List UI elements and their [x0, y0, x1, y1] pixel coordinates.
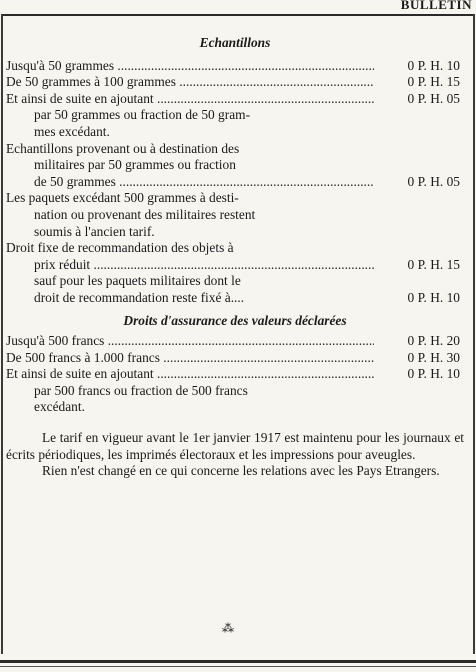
line-text: Echantillons provenant ou à destination des [6, 140, 240, 156]
tariff-line [6, 124, 464, 141]
line-text: Et ainsi de suite en ajoutant ..... [6, 366, 374, 383]
line-text: Les paquets excédant 500 grammes à desti- [6, 190, 239, 206]
tariff-line [6, 290, 464, 307]
running-head: BULLETIN [400, 0, 472, 12]
tariff-line [6, 190, 464, 207]
tariff-line [6, 224, 464, 241]
line-text: sauf pour les paquets militaires dont le [34, 273, 241, 289]
tariff-line [6, 273, 464, 290]
section-title-assurance: Droits d'assurance des valeurs déclarées [123, 312, 347, 328]
tariff-line [6, 257, 464, 274]
line-text: nation ou provenant des militaires restent [34, 206, 256, 222]
left-border [1, 14, 3, 654]
bottom-rule-thin [0, 666, 476, 667]
line-text: par 500 francs ou fraction de 500 francs [34, 382, 248, 398]
asterism-ornament: ⁂ [222, 621, 234, 635]
tariff-line [6, 383, 464, 400]
line-text: Jusqu'à 500 francs ..... [6, 333, 374, 350]
line-text: excédant. [34, 399, 85, 415]
tariff-line [6, 240, 464, 257]
tariff-content [6, 35, 464, 480]
paragraph-tarif: Le tarif en vigueur avant le 1er janvier 1917 est maintenu pour les journaux et écrits périodiques, les imprimés électoraux et les impressions pour aveugles. [6, 430, 464, 462]
tariff-line [6, 91, 464, 108]
tariff-line [6, 141, 464, 158]
line-price: 0 P. H. 10 [407, 57, 460, 73]
tariff-line [6, 207, 464, 224]
bottom-rule [0, 660, 476, 663]
tariff-line [6, 399, 464, 416]
section-title-echantillons: Echantillons [199, 35, 271, 50]
line-price: 0 P. H. 20 [407, 333, 460, 349]
line-text: De 500 francs à 1.000 francs ..... [6, 350, 374, 367]
tariff-line [6, 174, 464, 191]
tariff-line [6, 333, 464, 350]
line-price: 0 P. H. 15 [407, 256, 460, 272]
line-price: 0 P. H. 15 [407, 74, 460, 90]
line-text: prix réduit ..... [34, 257, 374, 274]
tariff-line [6, 366, 464, 383]
line-text: droit de recommandation reste fixé à.... [34, 289, 245, 305]
line-price: 0 P. H. 05 [407, 90, 460, 106]
line-price: 0 P. H. 10 [407, 366, 460, 382]
line-text: militaires par 50 grammes ou fraction [34, 157, 236, 173]
tariff-line [6, 157, 464, 174]
right-border [473, 14, 475, 654]
tariff-line [6, 74, 464, 91]
line-price: 0 P. H. 10 [407, 289, 460, 305]
line-text: de 50 grammes ..... [34, 174, 374, 191]
line-price: 0 P. H. 30 [407, 349, 460, 365]
tariff-line [6, 350, 464, 367]
line-text: Droit fixe de recommandation des objets à [6, 240, 234, 256]
line-text: soumis à l'ancien tarif. [34, 223, 155, 239]
line-text: par 50 grammes ou fraction de 50 gram- [34, 107, 251, 123]
line-text: mes excédant. [34, 123, 110, 139]
line-price: 0 P. H. 05 [407, 173, 460, 189]
line-text: De 50 grammes à 100 grammes ..... [6, 74, 374, 91]
top-rule [1, 14, 475, 16]
line-text: Et ainsi de suite en ajoutant ..... [6, 91, 374, 108]
line-text: Jusqu'à 50 grammes ..... [6, 58, 374, 75]
tariff-line [6, 58, 464, 75]
paragraph-pays-etrangers: Rien n'est changé en ce qui concerne les relations avec les Pays Etrangers. [42, 463, 440, 479]
tariff-line [6, 107, 464, 124]
